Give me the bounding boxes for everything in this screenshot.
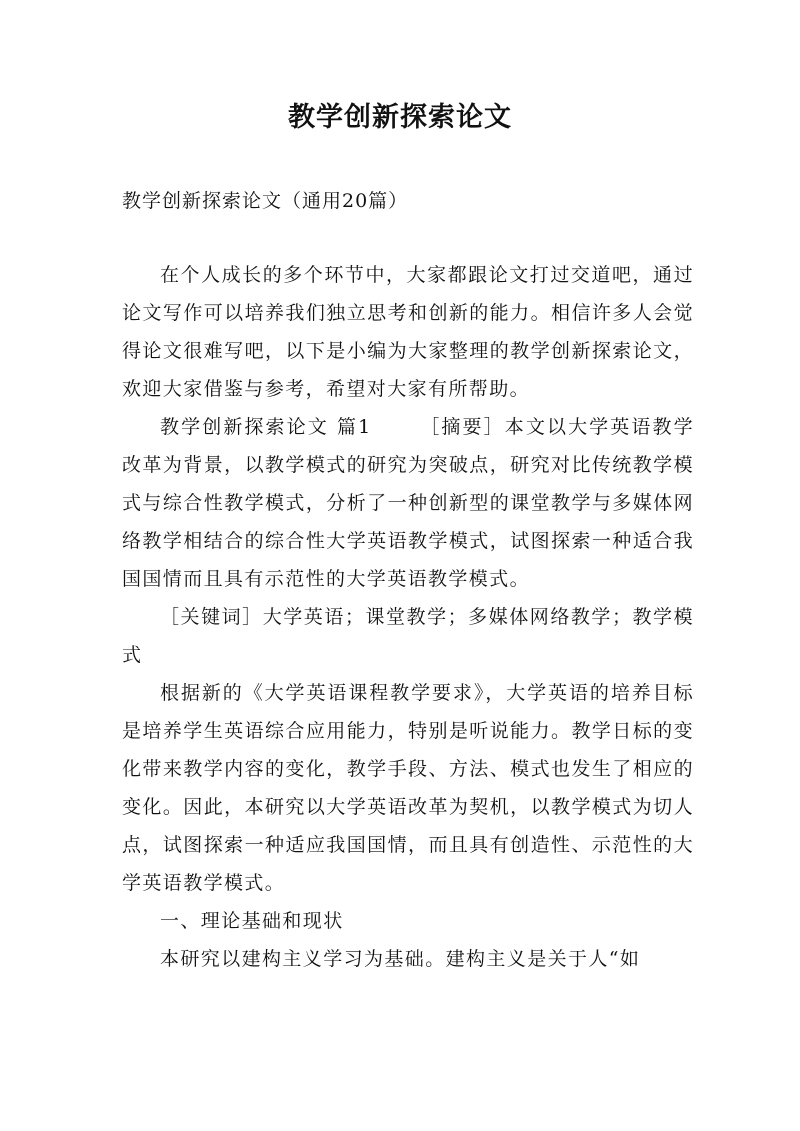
intro-paragraph: 在个人成长的多个环节中，大家都跟论文打过交道吧，通过论文写作可以培养我们独立思考和创新的能力。相信许多人会觉得论文很难写吧，以下是小编为大家整理的教学创新探索论文，欢迎大家借鉴与参考，希望对大家有所帮助。	[122, 264, 694, 400]
body-paragraph-2: 本研究以建构主义学习为基础。建构主义是关于人“如	[160, 948, 641, 970]
article-heading: 教学创新探索论文 篇1	[160, 416, 372, 438]
abstract-text: ［摘要］本文以大学英语教学改革为背景，以教学模式的研究为突破点，研究对比传统教学模式与综合性教学模式，分析了一种创新型的课堂教学与多媒体网络教学相结合的综合性大学英语教学模式，试图探索一种适合我国国情而且具有示范性的大学英语教学模式。	[122, 416, 695, 590]
section-heading-1: 一、理论基础和现状	[160, 910, 344, 932]
keywords-paragraph: ［关键词］大学英语；课堂教学；多媒体网络教学；教学模式	[122, 606, 694, 666]
abstract-paragraph	[122, 408, 694, 598]
document-subtitle: 教学创新探索论文（通用20篇）	[122, 190, 409, 212]
document-body	[122, 256, 694, 978]
document-title: 教学创新探索论文	[288, 102, 512, 133]
body-paragraph-1: 根据新的《大学英语课程教学要求》，大学英语的培养目标是培养学生英语综合应用能力，特别是听说能力。教学日标的变化带来教学内容的变化，教学手段、方法、模式也发生了相应的变化。因此，本研究以大学英语改革为契机，以教学模式为切人点，试图探索一种适应我国国情，而且具有创造性、示范性的大学英语教学模式。	[122, 682, 694, 894]
